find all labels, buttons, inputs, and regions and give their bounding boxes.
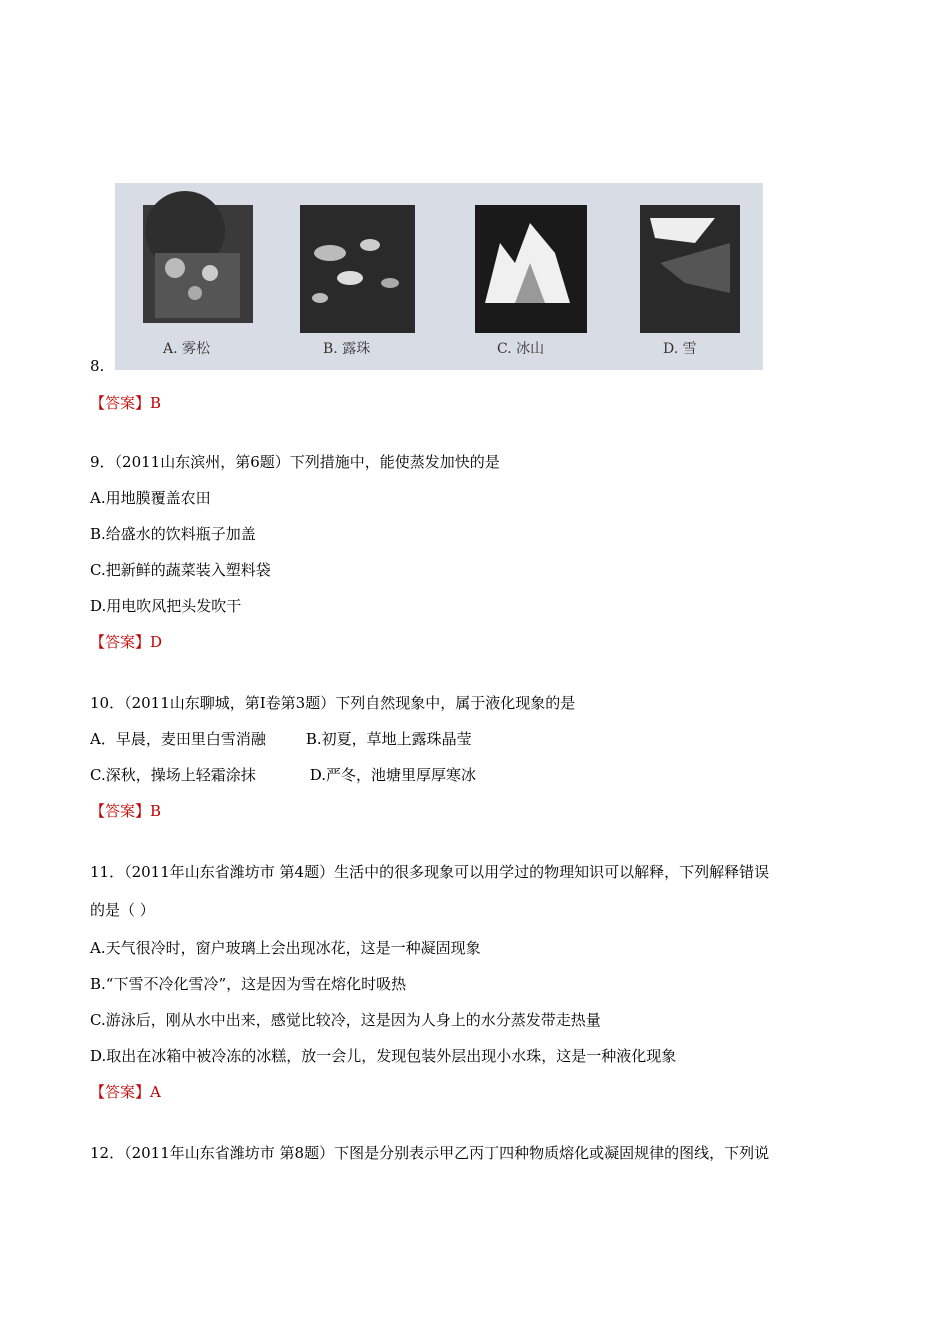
question-9-option-c: C.把新鲜的蔬菜装入塑料袋 bbox=[90, 561, 271, 579]
question-9-option-b: B.给盛水的饮料瓶子加盖 bbox=[90, 525, 256, 543]
question-10-option-c: C.深秋，操场上轻霜涂抹 bbox=[90, 766, 256, 784]
question-10-option-a: A．早晨，麦田里白雪消融 bbox=[90, 730, 266, 748]
question-10-options-row1 bbox=[90, 729, 472, 749]
photo-d-snow bbox=[640, 205, 740, 333]
question-10-options-row2 bbox=[90, 765, 476, 785]
answer-label: 【答案】 bbox=[90, 394, 151, 412]
caption-d: D. 雪 bbox=[663, 341, 697, 357]
question-11-option-c: C.游泳后，刚从水中出来，感觉比较冷，这是因为人身上的水分蒸发带走热量 bbox=[90, 1011, 601, 1029]
question-12-stem-line1: 12．（2011年山东省潍坊市 第8题）下图是分别表示甲乙丙丁四种物质熔化或凝固规律的图线，下列说 bbox=[90, 1144, 770, 1162]
caption-a: A. 雾松 bbox=[163, 341, 211, 357]
question-11-option-b: B.“下雪不冷化雪冷”，这是因为雪在熔化时吸热 bbox=[90, 975, 407, 993]
answer-value: B bbox=[150, 802, 162, 820]
answer-value: B bbox=[150, 394, 162, 412]
caption-c: C. 冰山 bbox=[497, 341, 545, 357]
answer-label: 【答案】 bbox=[90, 1083, 151, 1101]
answer-value: D bbox=[150, 633, 163, 651]
answer-value: A bbox=[150, 1083, 161, 1101]
question-10-option-b: B.初夏，草地上露珠晶莹 bbox=[305, 730, 472, 748]
answer-label: 【答案】 bbox=[90, 633, 151, 651]
caption-b: B. 露珠 bbox=[323, 341, 371, 357]
question-8-number: 8. bbox=[90, 357, 105, 375]
answer-label: 【答案】 bbox=[90, 802, 151, 820]
photo-a-rime bbox=[143, 191, 253, 323]
question-10-option-d: D.严冬，池塘里厚厚寒冰 bbox=[309, 766, 476, 784]
question-10-stem: 10．（2011山东聊城，第Ⅰ卷第3题）下列自然现象中，属于液化现象的是 bbox=[90, 694, 576, 712]
question-10-answer bbox=[90, 801, 161, 821]
question-9-stem: 9．（2011山东滨州，第6题）下列措施中，能使蒸发加快的是 bbox=[90, 453, 500, 471]
photo-c-iceberg bbox=[475, 205, 587, 333]
question-11-answer bbox=[90, 1082, 161, 1102]
question-11-stem-line1: 11．（2011年山东省潍坊市 第4题）生活中的很多现象可以用学过的物理知识可以解释，下列解释错误 bbox=[90, 863, 770, 881]
question-9-option-d: D.用电吹风把头发吹干 bbox=[90, 597, 242, 615]
question-11-option-a: A.天气很冷时，窗户玻璃上会出现冰花，这是一种凝固现象 bbox=[90, 939, 481, 957]
question-9-answer bbox=[90, 632, 162, 652]
photo-b-dew bbox=[300, 205, 415, 333]
question-9-option-a: A.用地膜覆盖农田 bbox=[90, 489, 211, 507]
question-8-figure bbox=[115, 183, 763, 370]
question-8-answer bbox=[90, 393, 161, 413]
question-11-stem-line2: 的是（ ） bbox=[90, 901, 155, 919]
question-11-option-d: D.取出在冰箱中被冷冻的冰糕，放一会儿，发现包装外层出现小水珠，这是一种液化现象 bbox=[90, 1047, 677, 1065]
